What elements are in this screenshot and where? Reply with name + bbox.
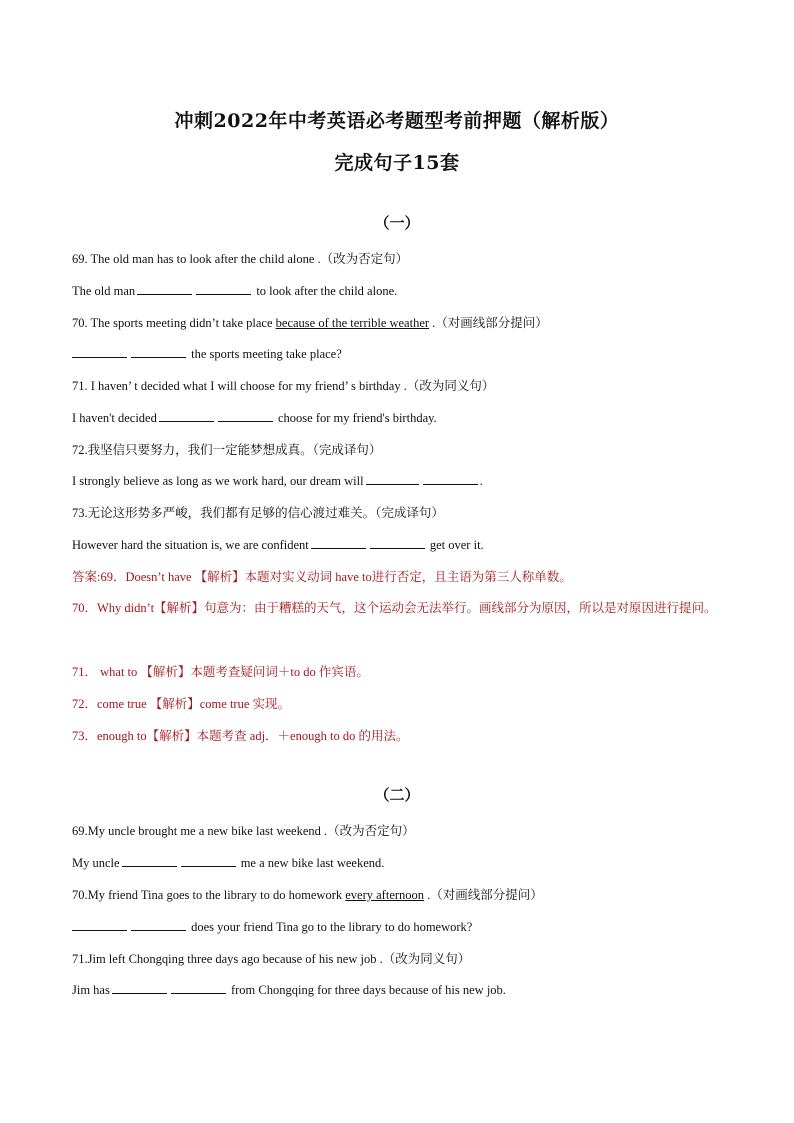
answer-blank[interactable] [366,473,419,485]
question-72-answer-line [72,473,727,489]
answer-blank[interactable] [370,537,425,549]
section-heading-1: （一） [374,214,420,232]
question-70-prompt [72,315,727,331]
answer-blank[interactable] [131,919,186,931]
answer-69: 答案:69．Doesn’t have 【解析】本题对实义动词 have to进行否定，且主语为第三人称单数。 [72,570,572,584]
answer-blank[interactable] [112,982,167,994]
answer-72: 72．come true 【解析】come true 实现。 [72,697,291,711]
question-73-prompt: 73.无论这形势多严峻，我们都有足够的信心渡过难关。（完成译句） [72,506,444,520]
set2-question-70-stem: 70.My friend Tina goes to the library to do homework [72,888,346,902]
question-71-prompt: 71. I haven’ t decided what I will choose for my friend’ s birthday .（改为同义句） [72,379,495,393]
set2-question-71-stem: Jim has [72,983,110,997]
question-69-answer-line [72,283,727,299]
set2-question-70-underlined: every afternoon [345,888,425,902]
question-72-stem: I strongly believe as long as we work hard, our dream will [72,474,364,488]
set2-question-70-prompt [72,887,727,903]
question-71-tail: choose for my friend's birthday. [274,411,437,425]
answer-blank[interactable] [137,283,192,295]
question-72-tail: . [479,474,483,488]
set2-question-69-answer-line [72,855,727,871]
answer-blank[interactable] [131,346,186,358]
set2-question-71-answer-line [72,982,727,998]
answer-blank[interactable] [122,855,177,867]
question-73-answer-line [72,537,727,553]
section-heading-2: （二） [374,786,420,804]
answer-blank[interactable] [181,855,236,867]
question-70-stem: 70. The sports meeting didn’t take place [72,316,276,330]
question-69-prompt: 69. The old man has to look after the child alone .（改为否定句） [72,252,409,266]
document-subtitle: 完成句子15套 [334,152,460,174]
answer-blank[interactable] [72,919,127,931]
question-70-answer-line [72,346,727,362]
question-71-answer-line [72,410,727,426]
set2-question-70-tail: does your friend Tina go to the library to do homework? [188,920,473,934]
question-70-instruction: .（对画线部分提问） [429,316,548,330]
question-69-tail: to look after the child alone. [253,284,398,298]
set2-question-69-stem: My uncle [72,856,120,870]
document-title: 冲刺2022年中考英语必考题型考前押题（解析版） [174,110,620,132]
question-73-tail: get over it. [426,538,484,552]
question-73-stem: However hard the situation is, we are confident [72,538,309,552]
set2-question-71-tail: from Chongqing for three days because of his new job. [227,983,506,997]
question-70-tail: the sports meeting take place? [188,347,342,361]
answer-71: 71． what to 【解析】本题考查疑问词＋to do 作宾语。 [72,665,369,679]
answer-73: 73．enough to【解析】本题考查 adj．＋enough to do 的用法。 [72,729,409,743]
set2-question-69-tail: me a new bike last weekend. [237,856,385,870]
set2-question-69-prompt: 69.My uncle brought me a new bike last weekend .（改为否定句） [72,824,415,838]
answer-blank[interactable] [311,537,366,549]
question-71-stem: I haven't decided [72,411,157,425]
answer-blank[interactable] [196,283,251,295]
answer-blank[interactable] [159,410,214,422]
answer-blank[interactable] [218,410,273,422]
question-72-prompt: 72.我坚信只要努力，我们一定能梦想成真。（完成译句） [72,443,382,457]
set2-question-70-answer-line [72,919,727,935]
answer-blank[interactable] [72,346,127,358]
answer-70: 70．Why didn’t【解析】句意为：由于糟糕的天气，这个运动会无法举行。画线部分为原因，所以是对原因进行提问。 [72,601,717,615]
answer-blank[interactable] [171,982,226,994]
answer-blank[interactable] [423,473,478,485]
set2-question-71-prompt: 71.Jim left Chongqing three days ago because of his new job .（改为同义句） [72,952,471,966]
set2-question-70-instruction: .（对画线部分提问） [424,888,543,902]
question-69-stem: The old man [72,284,136,298]
question-70-underlined: because of the terrible weather [275,316,430,330]
